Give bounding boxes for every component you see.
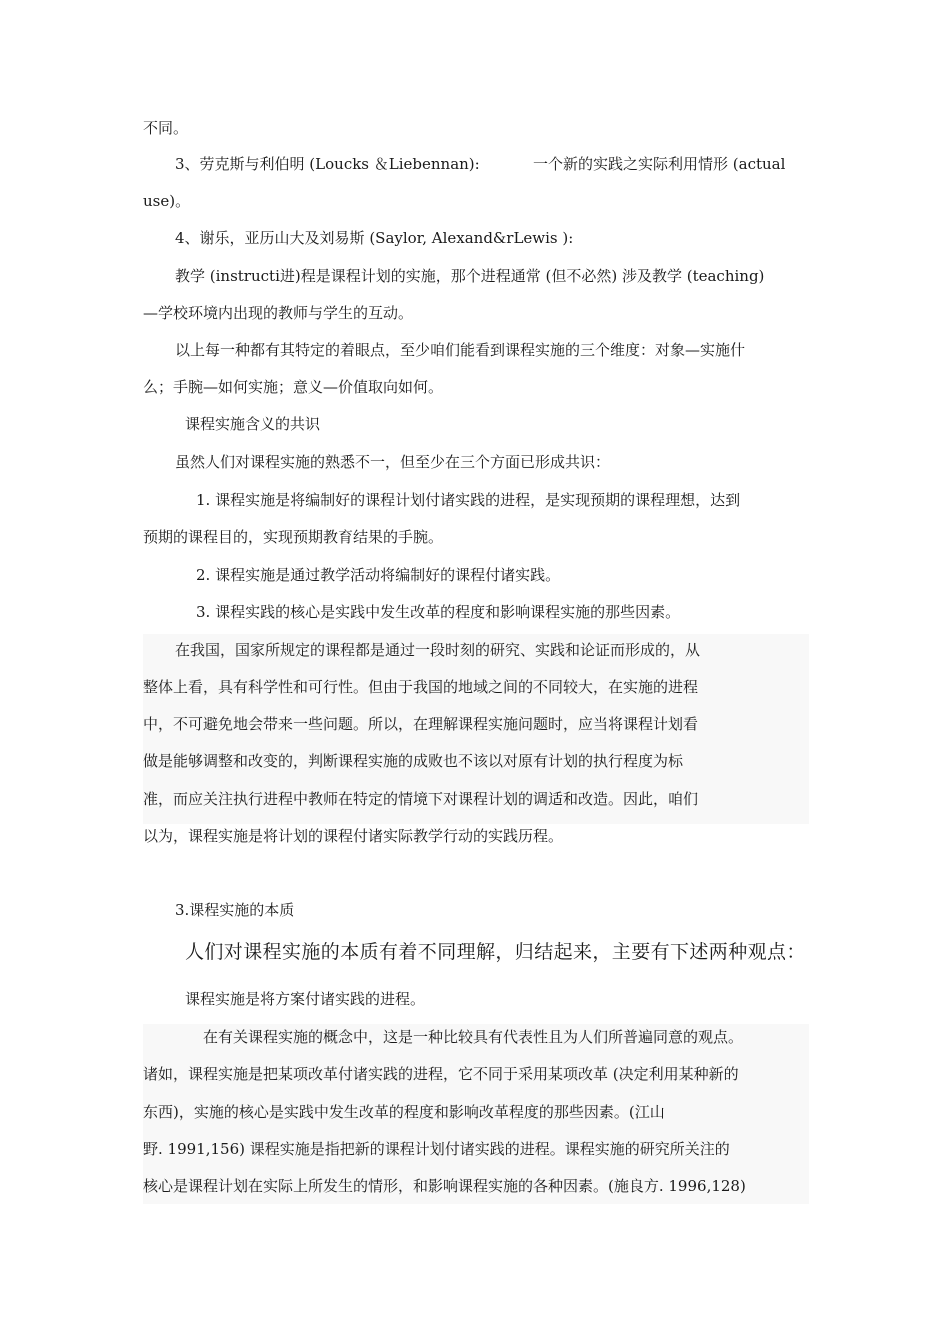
subheading: 课程实施是将方案付诸实践的进程。 xyxy=(185,990,426,1008)
text-line: 野. 1991,156) 课程实施是指把新的课程计划付诸实践的进程。课程实施的研究所关注的 xyxy=(143,1140,730,1158)
list-item: 1. 课程实施是将编制好的课程计划付诸实践的进程，是实现预期的课程理想，达到 xyxy=(196,491,741,509)
text-line: 在我国，国家所规定的课程都是通过一段时刻的研究、实践和论证而形成的，从 xyxy=(175,641,701,659)
text-line: 整体上看，具有科学性和可行性。但由于我国的地域之间的不同较大，在实施的进程 xyxy=(143,678,699,696)
text-line: 准，而应关注执行进程中教师在特定的情境下对课程计划的调适和改造。因此，咱们 xyxy=(143,790,699,808)
text-line: 以为，课程实施是将计划的课程付诸实际教学行动的实践历程。 xyxy=(143,827,564,845)
text-line: 东西)，实施的核心是实践中发生改革的程度和影响改革程度的那些因素。(江山 xyxy=(143,1103,665,1121)
text-line xyxy=(175,154,815,174)
lead-sentence: 人们对课程实施的本质有着不同理解，归结起来，主要有下述两种观点： xyxy=(185,941,806,963)
section-heading: 课程实施含义的共识 xyxy=(185,415,321,433)
list-item: 3. 课程实践的核心是实践中发生改革的程度和影响课程实施的那些因素。 xyxy=(196,603,681,621)
text-line: 在有关课程实施的概念中，这是一种比较具有代表性且为人们所普遍同意的观点。 xyxy=(203,1028,744,1046)
text-line: 虽然人们对课程实施的熟悉不一，但至少在三个方面已形成共识： xyxy=(175,453,611,471)
text-line: use)。 xyxy=(143,192,191,210)
text-line: —学校环境内出现的教师与学生的互动。 xyxy=(143,304,414,322)
text-line: 预期的课程目的，实现预期教育结果的手腕。 xyxy=(143,528,444,546)
text-line: 诸如，课程实施是把某项改革付诸实践的进程，它不同于采用某项改革 (决定利用某种新的 xyxy=(143,1065,739,1083)
list-item: 2. 课程实施是通过教学活动将编制好的课程付诸实践。 xyxy=(196,566,561,584)
text-line: 不同。 xyxy=(143,119,189,137)
text-line: 做是能够调整和改变的，判断课程实施的成败也不该以对原有计划的执行程度为标 xyxy=(143,752,684,770)
text-line: 教学 (instructi进)程是课程计划的实施，那个进程通常 (但不必然) 涉及教学 (teaching) xyxy=(175,267,765,285)
section-heading: 3.课程实施的本质 xyxy=(175,901,295,919)
text-line: 中，不可避免地会带来一些问题。所以，在理解课程实施问题时，应当将课程计划看 xyxy=(143,715,699,733)
text-line: 核心是课程计划在实际上所发生的情形，和影响课程实施的各种因素。(施良方. 1996,128) xyxy=(143,1177,746,1195)
text-line: 以上每一种都有其特定的着眼点，至少咱们能看到课程实施的三个维度：对象—实施什 xyxy=(175,341,746,359)
text-segment: 一个新的实践之实际利用情形 (actual xyxy=(533,155,786,173)
text-segment: 3、劳克斯与利伯明 (Loucks ＆Liebennan): xyxy=(175,155,480,173)
text-line: 么；手腕—如何实施；意义—价值取向如何。 xyxy=(143,378,444,396)
text-line: 4、谢乐，亚历山大及刘易斯 (Saylor, Alexand&rLewis ): xyxy=(175,229,574,247)
